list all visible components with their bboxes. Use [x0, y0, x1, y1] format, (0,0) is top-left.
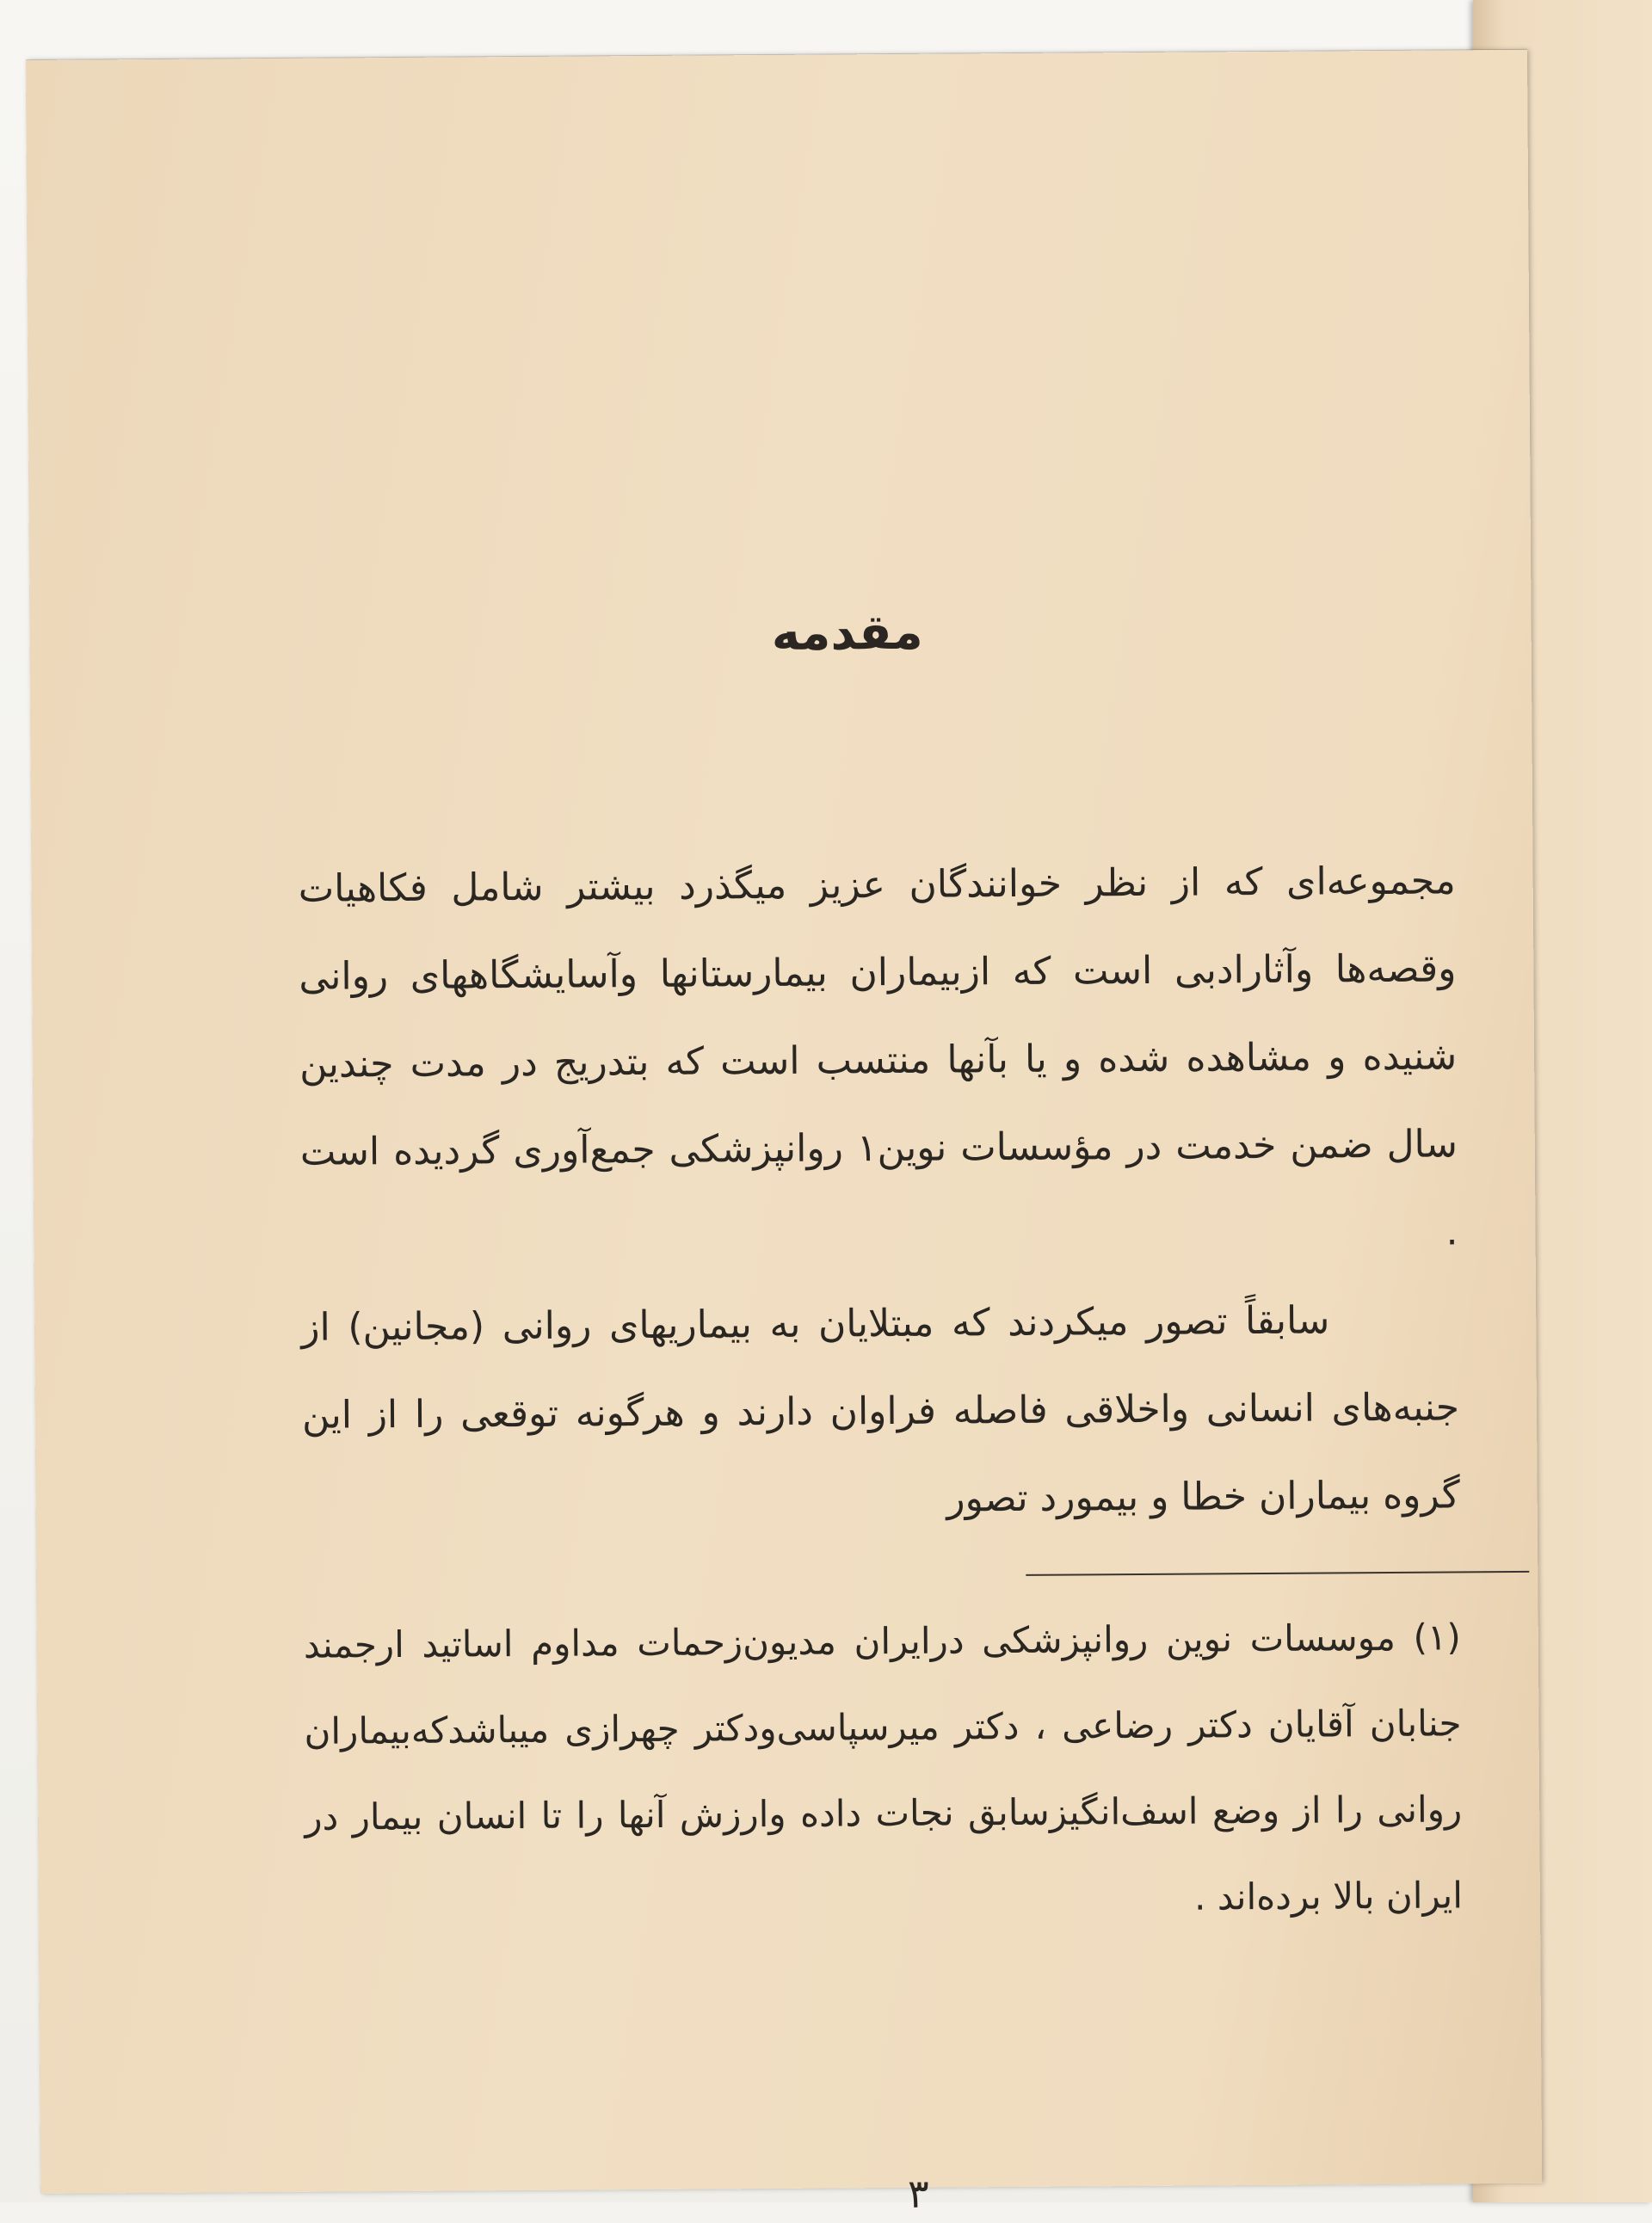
- page-title: مقدمه: [771, 604, 923, 662]
- page-number: ۳: [907, 2170, 929, 2217]
- footnote-divider: [1026, 1571, 1529, 1576]
- intro-paragraph: مجموعه‌ای که از نظر خوانندگان عزیز میگذرد بیشتر شامل فکاهیات وقصه‌ها وآثارادبی است که ازبیماران بیمارستانها وآسایشگاههای روانی شنیده و مشاهده شده و یا بآنها منتسب است که بتدریج در مدت چندین سال ضمن خدمت در مؤسسات نوین۱ روانپزشکی جمع‌آوری گردیده است .: [298, 859, 1458, 1254]
- book-page: [26, 50, 1542, 2217]
- second-paragraph: سابقاً تصور میکردند که مبتلایان به بیماریهای روانی (مجانین) از جنبه‌های انسانی واخلاقی فاصله فراوان دارند و هرگونه توقعی را از این گروه بیماران خطا و بیمورد تصور: [301, 1298, 1460, 1521]
- footnote: (۱) موسسات نوین روانپزشکی درایران مدیون‌زحمات مداوم اساتید ارجمند جنابان آقایان دکتر رضاعی ، دکتر میرسپاسی‌ودکتر چهرازی میباشدکه‌بیماران روانی را از وضع اسف‌انگیزسابق نجات داده وارزش آنها را تا انسان بیمار در ایران بالا برده‌اند .: [303, 1616, 1464, 1918]
